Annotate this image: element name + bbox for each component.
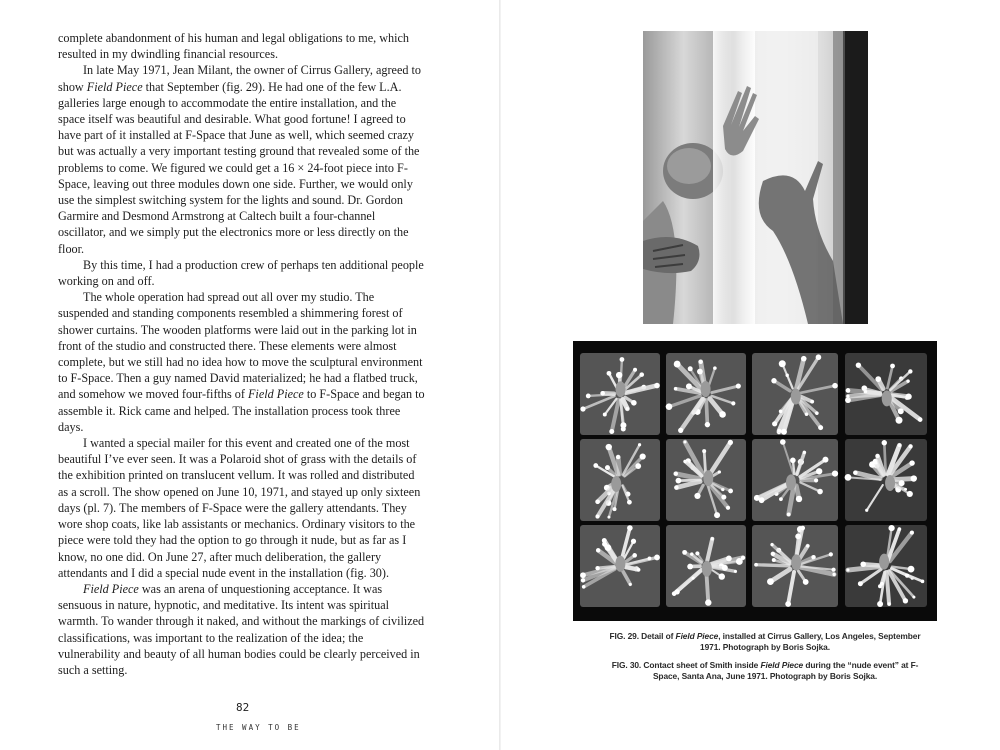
text-run: to F-Space and began to assemble it. Rick came and helped. The installation process took three days.: [58, 387, 425, 434]
body-paragraph: [58, 257, 426, 289]
fig30-caption: [600, 660, 930, 682]
contact-frame: [580, 353, 660, 435]
contact-frame: [752, 439, 838, 521]
contact-frame: [580, 439, 660, 521]
text-run: , installed at Cirrus Gallery, Los Angeles, September 1971. Photograph by Boris Sojka.: [700, 631, 921, 653]
italic-title: Field Piece: [247, 387, 304, 402]
contact-frame: [666, 439, 746, 521]
right-page: [500, 0, 1000, 750]
text-run: complete abandonment of his human and legal obligations to me, which resulted in my dwindling financial resources.: [58, 31, 409, 62]
contact-frame: [666, 525, 746, 607]
fig29-photograph: [643, 31, 868, 324]
fig30-contact-sheet: [573, 341, 937, 621]
italic-title: Field Piece: [86, 79, 143, 94]
contact-frame: [666, 353, 746, 435]
fig29-caption: [600, 631, 930, 653]
text-run: during the “nude event” at F-Space, Santa Ana, June 1971. Photograph by Boris Sojka.: [652, 660, 919, 682]
body-paragraph: [58, 435, 426, 581]
text-run: By this time, I had a production crew of perhaps ten additional people working on and off.: [58, 257, 424, 289]
text-run: I wanted a special mailer for this event and created one of the most beautiful I’ve ever seen. It was a Polaroid shot of grass with the details of the exhibition printed on translucent vellum. It was rolled and distributed as a scroll. The show opened on June 10, 1971, and stayed up only sixteen days (pl. 7). The members of F-Space were the gallery attendants. They wore shop coats, like lab assistants or mechanics. Ordinary visitors to the piece were told they had the option to go through it nude, but as far as I know, no one did. On June 27, after much deliberation, the gallery attendants and I did a special nude event in the installation (fig. 30).: [58, 436, 421, 580]
body-paragraph: [58, 62, 426, 256]
text-run: In late May 1971, Jean Milant, the owner of Cirrus Gallery, agreed to show: [58, 63, 421, 94]
text-run: The whole operation had spread out all over my studio. The suspended and standing components resembled a shimmering forest of shower curtains. The wooden platforms were laid out in the parking lot in front of the studio and constructed there. These elements were almost complete, but we still had no idea how to move the sculptural environment to F-Space. Then a guy named David materialized; he had a flatbed truck, and somehow we moved four-fifths of: [58, 290, 423, 402]
contact-frame: [845, 439, 927, 521]
text-run: was an arena of unquestioning acceptance. It was sensuous in nature, hypnotic, and meditative. Its intent was spiritual warmth. To wander through it naked, and without the markings of civilized classifications, was important to the realization of the idea; the vulnerability and beauty of all human bodies could be clearly perceived in such a setting.: [58, 581, 425, 677]
contact-frame: [752, 525, 838, 607]
text-run: FIG. 30. Contact sheet of Smith inside: [611, 660, 761, 670]
body-paragraph: [58, 30, 426, 62]
contact-frame: [580, 525, 660, 607]
contact-sheet-frames: [573, 341, 937, 621]
contact-frame: [845, 525, 927, 607]
italic-title: Field Piece: [83, 581, 139, 596]
body-paragraph: [58, 581, 426, 678]
text-run: that September (fig. 29). He had one of the few L.A. galleries large enough to accommodate the entire installation, and the space itself was beautiful and desirable. What good fortune! I agreed to have part of it installed at F-Space that June as well, which seemed crazy but was actually a very important testing ground that revealed some of the problems to come. We figured we could get a 16 × 24-foot piece into F-Space, leaving out three modules down one side. Further, we would only use the simplest switching system for the lights and sound. Dr. Gordon Garmire and Desmond Armstrong at Caltech built a four-channel oscillator, and we simply put the electronics more or less directly on the floor.: [58, 79, 420, 256]
contact-frame: [752, 353, 838, 435]
fig29-photo-image: [643, 31, 868, 324]
body-paragraph: [58, 289, 426, 435]
contact-frame: [845, 353, 927, 435]
body-text-column: [58, 30, 426, 678]
running-head: THE WAY TO BE: [216, 723, 301, 732]
italic-title: Field Piece: [760, 660, 804, 670]
italic-title: Field Piece: [675, 631, 719, 641]
text-run: FIG. 29. Detail of: [609, 631, 676, 641]
page-number: 82: [236, 701, 250, 714]
